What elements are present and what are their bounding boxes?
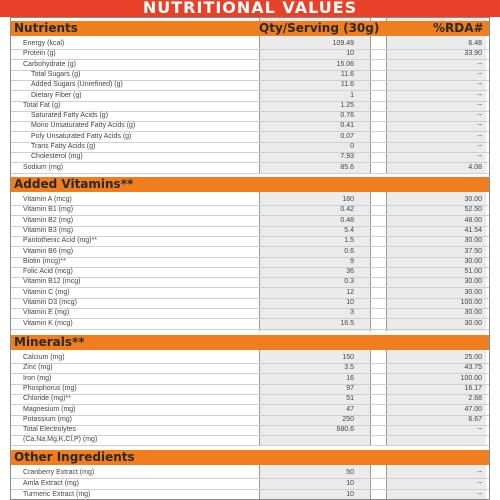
row-rda: 16.17 (464, 384, 482, 392)
row-name: Vitamin C (mg) (23, 288, 70, 296)
row-qty: 1 (350, 91, 354, 99)
row-rda: -- (477, 491, 482, 498)
row-rda: -- (477, 70, 482, 78)
row-name: Vitamin B3 (mg) (23, 226, 74, 234)
row-name: Folic Acid (mcg) (23, 268, 73, 276)
row-rda: -- (477, 81, 482, 89)
row-qty: 0.41 (340, 122, 354, 130)
table-row (11, 163, 489, 173)
row-rda: 30.00 (464, 309, 482, 317)
row-qty: 7.93 (340, 153, 354, 161)
row-name: Vitamin A (mcg) (23, 196, 72, 203)
row-name: Total Electrolytes (23, 426, 76, 434)
table-row (11, 216, 489, 226)
row-qty: 0.3 (344, 278, 354, 286)
row-qty: 0.48 (340, 216, 354, 224)
table-row (11, 247, 489, 257)
row-rda: -- (477, 143, 482, 150)
row-name: Total Fat (g) (23, 101, 61, 109)
row-name: Poly Unsaturated Fatty Acids (g) (31, 132, 132, 140)
row-qty: 0 (350, 143, 354, 150)
row-qty: 11.6 (340, 81, 354, 89)
row-rda: 2.68 (468, 395, 482, 403)
row-rda: 41.54 (464, 226, 482, 234)
row-rda: 51.00 (464, 268, 482, 276)
row-name: Carbohydrate (g) (23, 60, 76, 68)
table-row (11, 80, 489, 90)
row-qty: 3 (350, 309, 354, 317)
table-row (11, 49, 489, 59)
row-qty: 1.5 (344, 237, 354, 245)
table-row (11, 142, 489, 152)
row-qty: 10 (346, 299, 354, 306)
row-qty: 10 (346, 480, 354, 487)
row-name: Dietary Fiber (g) (31, 91, 82, 99)
table-row (11, 319, 489, 329)
row-qty: 12 (346, 288, 354, 296)
row-qty: 3.5 (344, 364, 354, 372)
table-row (11, 101, 489, 111)
row-qty: 180 (342, 196, 354, 203)
table-row (11, 39, 489, 49)
row-qty: 16.5 (340, 319, 354, 327)
row-name: Calcium (mg) (23, 354, 65, 361)
row-rda: -- (477, 480, 482, 487)
row-rda: 52.50 (464, 206, 482, 214)
row-name: Vitamin B2 (mg) (23, 216, 74, 224)
table-row (11, 226, 489, 236)
row-name: Phosphorus (mg) (23, 384, 77, 392)
section-header-other (11, 450, 489, 465)
row-qty: 680.6 (336, 426, 354, 434)
table-header (11, 21, 489, 36)
row-rda: -- (477, 153, 482, 161)
table-row (11, 288, 489, 298)
row-rda: 30.00 (464, 288, 482, 296)
row-qty: 50 (346, 469, 354, 476)
section-title: Minerals** (14, 335, 85, 349)
row-rda: 6.48 (468, 40, 482, 47)
row-rda: -- (477, 122, 482, 130)
table-row (11, 111, 489, 121)
row-name: Vitamin B12 (mcg) (23, 278, 81, 286)
row-name: Trans Fatty Acids (g) (31, 143, 96, 150)
row-name: Vitamin E (mg) (23, 309, 70, 317)
row-qty: 250 (342, 415, 354, 423)
row-qty: 0.76 (340, 112, 354, 120)
table-row (11, 60, 489, 70)
table-row (11, 91, 489, 101)
table-row (11, 425, 489, 435)
title-bar (0, 0, 500, 17)
table-row (11, 152, 489, 162)
table-row (11, 468, 489, 478)
table-row (11, 479, 489, 489)
row-name: Vitamin D3 (mcg) (23, 299, 77, 306)
row-name: Vitamin B1 (mg) (23, 206, 74, 214)
table-row (11, 257, 489, 267)
page-title: NUTRITIONAL VALUES (142, 0, 358, 17)
row-qty: 0.42 (340, 206, 354, 214)
table-row (11, 70, 489, 80)
row-name: Cranberry Extract (mg) (23, 469, 95, 476)
table-row (11, 205, 489, 215)
row-rda: 30.00 (464, 237, 482, 245)
table-row (11, 132, 489, 142)
row-name: Pantothenic Acid (mg)** (23, 237, 97, 245)
table-row (11, 490, 489, 500)
row-qty: 9 (350, 257, 354, 265)
table-row (11, 405, 489, 415)
row-rda: -- (477, 91, 482, 99)
table-row (11, 308, 489, 318)
row-name: Saturated Fatty Acids (g) (31, 112, 109, 120)
row-rda: 6.67 (468, 415, 482, 423)
row-name: Mono Unsaturated Fatty Acids (g) (31, 122, 136, 130)
table-row (11, 267, 489, 277)
row-rda: 30.00 (464, 196, 482, 203)
header-rda: %RDA# (433, 21, 484, 35)
row-qty: 10 (346, 491, 354, 498)
row-name: Potassium (mg) (23, 415, 73, 423)
row-rda: 100.00 (460, 374, 482, 382)
row-name: Magnesium (mg) (23, 405, 76, 413)
row-qty: 0.07 (340, 132, 354, 140)
row-name: (Ca,Na,Mg,K,Cl,P) (mg) (23, 436, 98, 444)
row-rda: 100.00 (460, 299, 482, 306)
row-qty: 0.6 (344, 247, 354, 255)
row-rda: 30.00 (464, 257, 482, 265)
row-rda: -- (477, 426, 482, 434)
row-rda: 25.00 (464, 354, 482, 361)
row-qty: 16 (346, 374, 354, 382)
row-qty: 10 (346, 50, 354, 58)
row-qty: 150 (342, 354, 354, 361)
row-qty: 1.25 (340, 101, 354, 109)
row-divider (11, 445, 489, 446)
nutrition-table (10, 17, 490, 500)
table-row (11, 353, 489, 363)
row-qty: 97 (346, 384, 354, 392)
row-name: Amla Extract (mg) (23, 480, 80, 487)
table-row (11, 121, 489, 131)
section-title: Other Ingredients (14, 450, 135, 464)
row-rda: -- (477, 132, 482, 140)
row-name: Protein (g) (23, 50, 56, 58)
section-title: Added Vitamins** (14, 177, 134, 191)
table-row (11, 195, 489, 205)
row-qty: 47 (346, 405, 354, 413)
row-rda: 30.00 (464, 278, 482, 286)
section-header-minerals (11, 335, 489, 350)
table-row (11, 435, 489, 445)
row-rda: 48.00 (464, 216, 482, 224)
row-rda: -- (477, 112, 482, 120)
table-row (11, 394, 489, 404)
row-name: Total Sugars (g) (31, 70, 81, 78)
row-rda: 37.50 (464, 247, 482, 255)
row-rda: 33.90 (464, 50, 482, 58)
section-header-vitamins (11, 177, 489, 192)
table-row (11, 384, 489, 394)
row-qty: 109.49 (332, 40, 354, 47)
row-name: Zinc (mg) (23, 364, 53, 372)
row-divider (11, 329, 489, 330)
row-name: Cholesterol (mg) (31, 153, 83, 161)
row-rda: -- (477, 469, 482, 476)
row-name: Sodium (mg) (23, 163, 64, 171)
row-rda: -- (477, 101, 482, 109)
table-row (11, 277, 489, 287)
header-qty: Qty/Serving (30g) (259, 21, 380, 35)
row-name: Biotin (mcg)** (23, 257, 66, 265)
row-qty: 85.6 (340, 163, 354, 171)
row-name: Vitamin B6 (mg) (23, 247, 74, 255)
row-qty: 15.06 (336, 60, 354, 68)
row-divider (11, 173, 489, 174)
row-name: Vitamin K (mcg) (23, 319, 73, 327)
table-row (11, 236, 489, 246)
row-qty: 36 (346, 268, 354, 276)
row-qty: 11.6 (340, 70, 354, 78)
row-rda: 47.00 (464, 405, 482, 413)
row-rda: 30.00 (464, 319, 482, 327)
row-name: Energy (kcal) (23, 40, 65, 47)
row-name: Added Sugars (Unrefined) (g) (31, 81, 123, 89)
row-rda: -- (477, 60, 482, 68)
row-qty: 51 (346, 395, 354, 403)
header-nutrients: Nutrients (14, 21, 78, 35)
table-row (11, 363, 489, 373)
table-row (11, 298, 489, 308)
table-row (11, 374, 489, 384)
row-qty: 5.4 (344, 226, 354, 234)
row-name: Chloride (mg)** (23, 395, 71, 403)
row-name: Iron (mg) (23, 374, 52, 382)
row-rda: 4.08 (468, 163, 482, 171)
table-row (11, 415, 489, 425)
row-rda: 43.75 (464, 364, 482, 372)
row-name: Turmeric Extract (mg) (23, 491, 91, 498)
